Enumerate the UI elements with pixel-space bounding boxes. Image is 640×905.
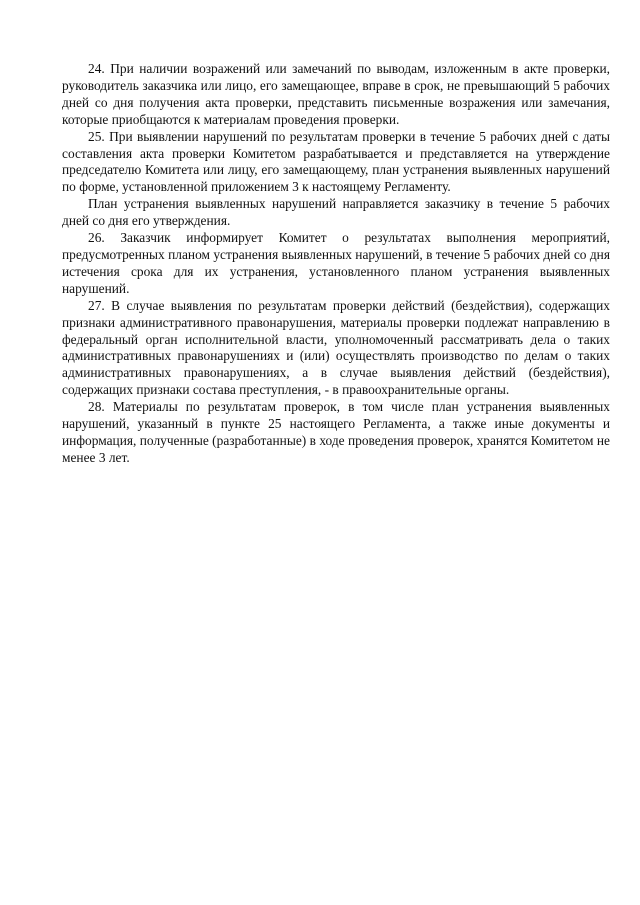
paragraph-24: 24. При наличии возражений или замечаний по выводам, изложенным в акте проверки, руководитель заказчика или лицо, его замещающее, вправе в срок, не превышающий 5 рабочих дней со дня получения акта проверки, представить письменные возражения или замечания, которые приобщаются к материалам проведения проверки. [62,61,610,127]
paragraph-25-plan: План устранения выявленных нарушений направляется заказчику в течение 5 рабочих дней со дня его утверждения. [62,196,610,229]
paragraph-26: 26. Заказчик информирует Комитет о результатах выполнения мероприятий, предусмотренных планом устранения выявленных нарушений, в течение 5 рабочих дней со дня истечения срока для их устранения, установленного планом устранения выявленных нарушений. [62,230,610,296]
document-body [62,61,610,467]
paragraph-28: 28. Материалы по результатам проверок, в том числе план устранения выявленных нарушений, указанный в пункте 25 настоящего Регламента, а также иные документы и информация, полученные (разработанные) в ходе проведения проверок, хранятся Комитетом не менее 3 лет. [62,399,610,465]
paragraph-27: 27. В случае выявления по результатам проверки действий (бездействия), содержащих признаки административного правонарушения, материалы проверки подлежат направлению в федеральный орган исполнительной власти, уполномоченный рассматривать дела о таких административных правонарушениях и (или) осуществлять производство по делам о таких административных правонарушениях, а в случае выявления действий (бездействия), содержащих признаки состава преступления, - в правоохранительные органы. [62,297,610,398]
paragraph-25: 25. При выявлении нарушений по результатам проверки в течение 5 рабочих дней с даты составления акта проверки Комитетом разрабатывается и представляется на утверждение председателю Комитета или лицу, его замещающему, план устранения выявленных нарушений по форме, установленной приложением 3 к настоящему Регламенту. [62,128,610,195]
